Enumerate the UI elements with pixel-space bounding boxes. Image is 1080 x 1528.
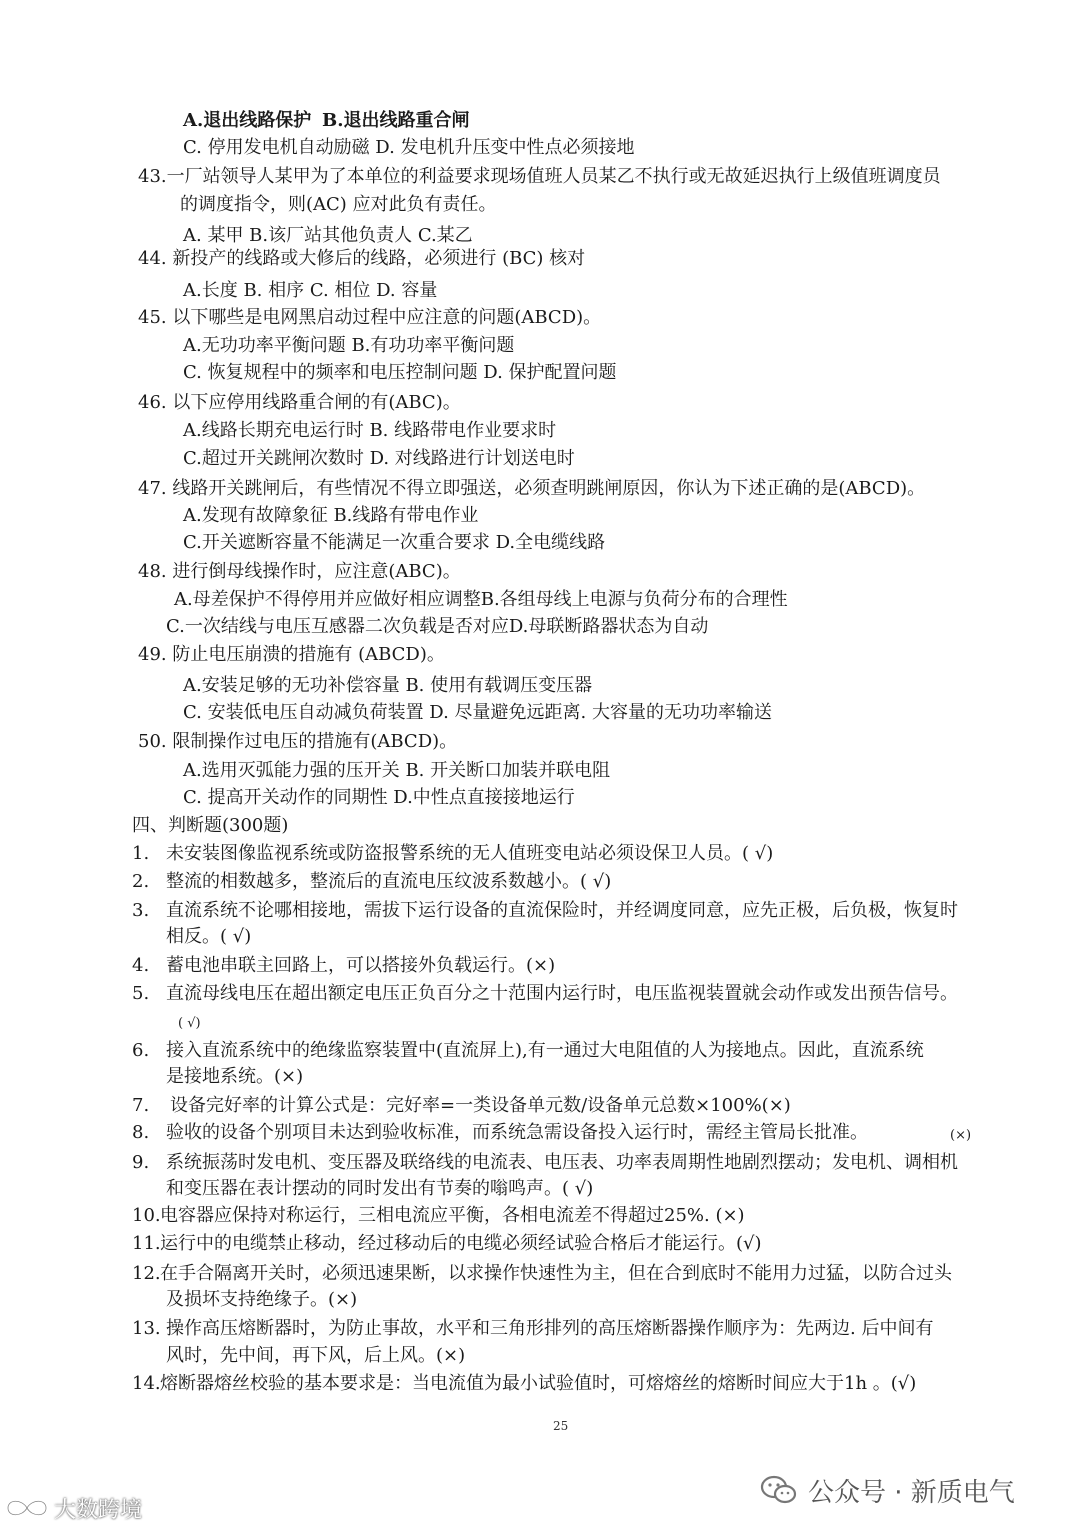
- judgment-number: 5.: [132, 983, 150, 1004]
- judgment-text: 蓄电池串联主回路上，可以搭接外负载运行。(×): [166, 955, 556, 976]
- q49-stem: 49. 防止电压崩溃的措施有 (ABCD)。: [138, 644, 445, 665]
- q45-options-2: C. 恢复规程中的频率和电压控制问题 D. 保护配置问题: [183, 362, 617, 383]
- wechat-icon: [760, 1475, 798, 1505]
- q46-stem: 46. 以下应停用线路重合闸的有(ABC)。: [138, 392, 461, 413]
- judgment-number: 12.: [132, 1263, 161, 1284]
- q46-options-2: C.超过开关跳闸次数时 D. 对线路进行计划送电时: [183, 448, 575, 469]
- q49-options-1: A.安装足够的无功补偿容量 B. 使用有载调压变压器: [183, 675, 593, 696]
- judgment-text-cont: 和变压器在表计摆动的同时发出有节奏的嗡鸣声。( √): [166, 1178, 594, 1199]
- q42-option-a: A.退出线路保护: [183, 110, 312, 131]
- judgment-text-cont: 风时，先中间，再下风，后上风。(×): [166, 1345, 466, 1366]
- judgment-number: 9.: [132, 1152, 150, 1173]
- q50-options-2: C. 提高开关动作的同期性 D.中性点直接接地运行: [183, 787, 575, 808]
- q48-stem: 48. 进行倒母线操作时，应注意(ABC)。: [138, 561, 461, 582]
- judgment-number: 6.: [132, 1040, 150, 1061]
- judgment-number: 13.: [132, 1318, 161, 1339]
- q44-options: A.长度 B. 相序 C. 相位 D. 容量: [183, 280, 438, 301]
- q44-stem: 44. 新投产的线路或大修后的线路，必须进行 (BC) 核对: [138, 248, 586, 269]
- judgment-text-cont: ( √): [178, 1016, 201, 1031]
- judgment-text: 操作高压熔断器时，为防止事故，水平和三角形排列的高压熔断器操作顺序为：先两边. 后中间有: [166, 1318, 934, 1339]
- judgment-number: 14.: [132, 1373, 161, 1394]
- brand-watermark-label: 大数跨境: [54, 1497, 143, 1523]
- judgment-text: 熔断器熔丝校验的基本要求是：当电流值为最小试验值时，可熔熔丝的熔断时间应大于1h 。(√): [160, 1373, 917, 1394]
- judgment-text: 运行中的电缆禁止移动，经过移动后的电缆必须经试验合格后才能运行。(√): [160, 1233, 762, 1254]
- q43-options: A. 某甲 B.该厂站其他负责人 C.某乙: [183, 225, 473, 246]
- judgment-text: 直流母线电压在超出额定电压正负百分之十范围内运行时，电压监视装置就会动作或发出预告信号。: [166, 983, 958, 1004]
- q46-options-1: A.线路长期充电运行时 B. 线路带电作业要求时: [183, 420, 557, 441]
- judgment-text: 设备完好率的计算公式是：完好率=一类设备单元数/设备单元总数×100%(×): [170, 1095, 791, 1116]
- section-heading: 四、判断题(300题): [132, 815, 289, 836]
- judgment-text: 整流的相数越多，整流后的直流电压纹波系数越小。( √): [166, 871, 612, 892]
- judgment-number: 1.: [132, 843, 150, 864]
- q45-options-1: A.无功功率平衡问题 B.有功功率平衡问题: [183, 335, 515, 356]
- judgment-answer: (×): [950, 1128, 972, 1143]
- judgment-text-cont: 是接地系统。(×): [166, 1066, 304, 1087]
- judgment-number: 2.: [132, 871, 150, 892]
- q49-options-2: C. 安装低电压自动减负荷装置 D. 尽量避免远距离. 大容量的无功功率输送: [183, 702, 772, 723]
- judgment-text: 验收的设备个别项目未达到验收标准，而系统急需设备投入运行时，需经主管局长批准。: [166, 1122, 868, 1143]
- judgment-text-cont: 及损坏支持绝缘子。(×): [166, 1289, 358, 1310]
- q50-stem: 50. 限制操作过电压的措施有(ABCD)。: [138, 731, 458, 752]
- judgment-text: 电容器应保持对称运行，三相电流应平衡，各相电流差不得超过25%. (×): [160, 1205, 745, 1226]
- q48-options-2: C.一次结线与电压互感器二次负载是否对应D.母联断路器状态为自动: [166, 616, 709, 637]
- q45-stem: 45. 以下哪些是电网黑启动过程中应注意的问题(ABCD)。: [138, 307, 602, 328]
- q47-stem: 47. 线路开关跳闸后，有些情况不得立即强送，必须查明跳闸原因，你认为下述正确的是(ABCD)。: [138, 478, 926, 499]
- judgment-text-cont: 相反。( √): [166, 926, 252, 947]
- judgment-number: 8.: [132, 1122, 150, 1143]
- judgment-number: 11.: [132, 1233, 161, 1254]
- q47-options-1: A.发现有故障象征 B.线路有带电作业: [183, 505, 479, 526]
- judgment-text: 接入直流系统中的绝缘监察装置中(直流屏上),有一通过大电阻值的人为接地点。因此，直流系统: [166, 1040, 924, 1061]
- judgment-text: 在手合隔离开关时，必须迅速果断，以求操作快速性为主，但在合到底时不能用力过猛，以防合过头: [160, 1263, 952, 1284]
- judgment-number: 3.: [132, 900, 150, 921]
- q42-option-b: B.退出线路重合闸: [322, 110, 470, 131]
- wechat-watermark: [760, 1470, 1015, 1510]
- wechat-account-label: 公众号 · 新质电气: [808, 1477, 1015, 1508]
- brand-watermark: [4, 1491, 142, 1525]
- judgment-number: 7.: [132, 1095, 150, 1116]
- judgment-number: 10.: [132, 1205, 161, 1226]
- infinity-logo-icon: [4, 1495, 50, 1521]
- page-number: 25: [553, 1419, 569, 1433]
- q47-options-2: C.开关遮断容量不能满足一次重合要求 D.全电缆线路: [183, 532, 606, 553]
- q43-stem-line1: 43.一厂站领导人某甲为了本单位的利益要求现场值班人员某乙不执行或无故延迟执行上级值班调度员: [138, 166, 941, 187]
- q48-options-1: A.母差保护不得停用并应做好相应调整B.各组母线上电源与负荷分布的合理性: [174, 589, 788, 610]
- judgment-text: 系统振荡时发电机、变压器及联络线的电流表、电压表、功率表周期性地剧烈摆动；发电机、调相机: [166, 1152, 958, 1173]
- q50-options-1: A.选用灭弧能力强的压开关 B. 开关断口加装并联电阻: [183, 760, 611, 781]
- judgment-text: 未安装图像监视系统或防盗报警系统的无人值班变电站必须设保卫人员。( √): [166, 843, 774, 864]
- q43-stem-line2: 的调度指令，则(AC) 应对此负有责任。: [180, 194, 497, 215]
- judgment-text: 直流系统不论哪相接地，需拔下运行设备的直流保险时，并经调度同意，应先正极，后负极，恢复时: [166, 900, 958, 921]
- q42-options-cd: C. 停用发电机自动励磁 D. 发电机升压变中性点必须接地: [183, 137, 635, 158]
- judgment-number: 4.: [132, 955, 150, 976]
